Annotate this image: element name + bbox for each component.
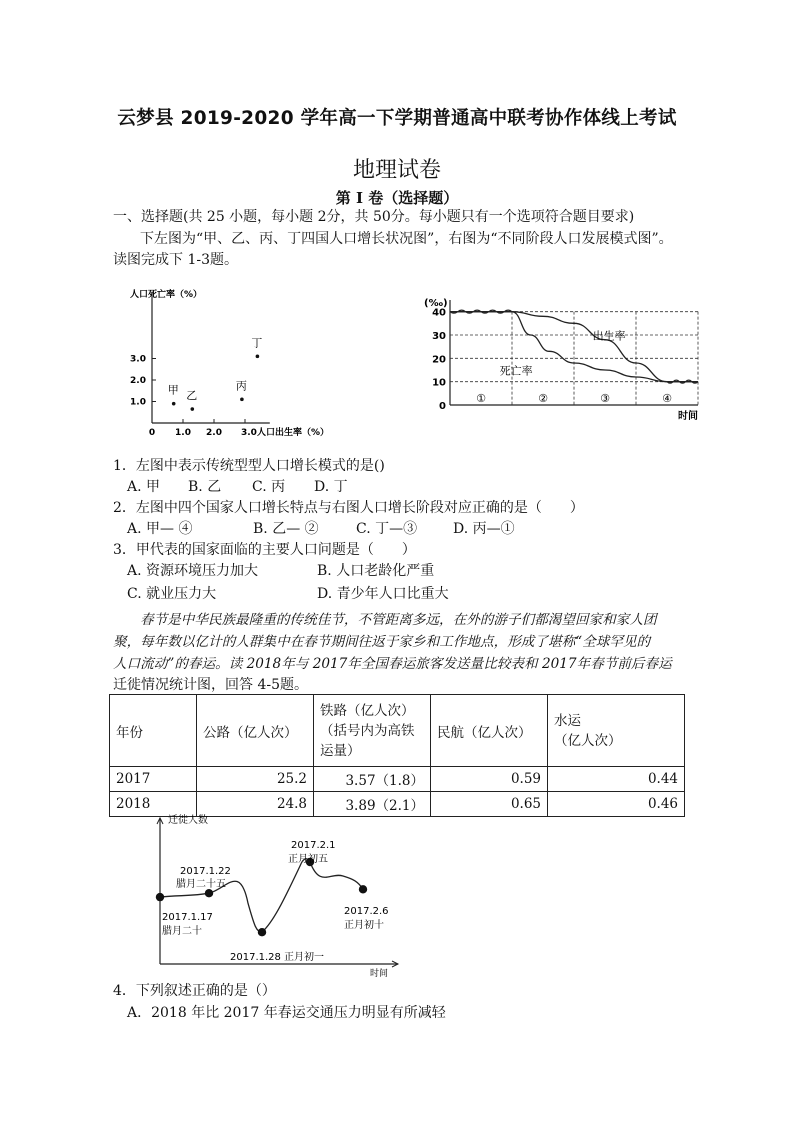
y-axis-unit: (‰) bbox=[424, 298, 448, 309]
y-tick-label: 40 bbox=[432, 307, 446, 319]
q3-option-a: A. 资源环境压力加大 bbox=[127, 563, 259, 579]
x-tick-label: 1.0 bbox=[175, 428, 191, 438]
table-header-cell bbox=[548, 695, 685, 767]
point-date-label: 2017.1.28 bbox=[230, 952, 281, 963]
scatter-point bbox=[172, 402, 176, 406]
point-lunar-label: 正月初五 bbox=[288, 854, 328, 865]
passage-line-3: 人口流动”的春运。读 2018年与 2017年全国春运旅客发送量比较表和 2017年春节前后春运 bbox=[113, 656, 672, 672]
stage-label: ② bbox=[538, 392, 548, 405]
point-lunar-label: 正月初一 bbox=[284, 952, 324, 963]
population-scatter-chart bbox=[112, 283, 352, 443]
rail-header-line: （括号内为高铁 bbox=[320, 722, 415, 739]
migration-point bbox=[359, 885, 367, 893]
table-cell: 3.89（2.1） bbox=[314, 792, 431, 817]
passage-line-4: 迁徙情况统计图，回答 4-5题。 bbox=[113, 677, 308, 693]
scatter-point bbox=[256, 355, 260, 359]
table-header-cell: 公路（亿人次） bbox=[197, 695, 314, 767]
table-cell: 2017 bbox=[110, 767, 197, 792]
stage-label: ④ bbox=[662, 392, 672, 405]
section-heading: 第 I 卷（选择题） bbox=[335, 189, 459, 207]
passage-line-2: 聚，每年数以亿计的人群集中在春节期间往返于家乡和工作地点，形成了堪称“全球罕见的 bbox=[113, 634, 651, 650]
y-tick-label: 0 bbox=[439, 401, 446, 412]
scatter-point-label: 乙 bbox=[186, 389, 198, 403]
migration-point bbox=[205, 889, 213, 897]
table-cell: 24.8 bbox=[197, 792, 314, 817]
intro-line-2: 读图完成下 1-3题。 bbox=[113, 252, 238, 268]
table-cell: 0.65 bbox=[431, 792, 548, 817]
q1-option-a: A. 甲 bbox=[127, 479, 161, 495]
rail-header-line: 运量） bbox=[320, 742, 361, 759]
y-tick-label: 20 bbox=[432, 354, 446, 366]
table-cell: 0.44 bbox=[548, 767, 685, 792]
point-date-label: 2017.2.6 bbox=[344, 906, 389, 917]
table-cell: 0.59 bbox=[431, 767, 548, 792]
scatter-point bbox=[191, 407, 195, 411]
table-header-cell: 年份 bbox=[110, 695, 197, 767]
point-date-label: 2017.1.22 bbox=[180, 866, 231, 877]
q2-option-b: B. 乙— ② bbox=[253, 521, 319, 537]
intro-line-1: 下左图为“甲、乙、丙、丁四国人口增长状况图”，右图为“不同阶段人口发展模式图”。 bbox=[140, 231, 673, 247]
passage-line-1: 春节是中华民族最隆重的传统佳节，不管距离多远，在外的游子们都渴望回家和家人团 bbox=[140, 612, 657, 628]
point-lunar-label: 腊月二十五 bbox=[176, 879, 226, 890]
transport-volume-table bbox=[109, 694, 685, 817]
y-tick-label: 1.0 bbox=[130, 397, 146, 408]
point-lunar-label: 正月初十 bbox=[344, 920, 384, 931]
rail-header-line: 铁路（亿人次） bbox=[320, 702, 415, 719]
y-tick-label: 30 bbox=[432, 331, 446, 342]
q3-option-c: C. 就业压力大 bbox=[127, 586, 217, 602]
table-cell: 0.46 bbox=[548, 792, 685, 817]
migration-point bbox=[156, 893, 164, 901]
x-tick-label: 3.0 bbox=[241, 428, 257, 438]
x-axis-label: 时间 bbox=[678, 411, 698, 422]
y-tick-label: 3.0 bbox=[130, 354, 146, 365]
x-tick-label: 2.0 bbox=[206, 428, 222, 438]
q2-option-c: C. 丁—③ bbox=[356, 521, 418, 537]
x-axis-label: 时间 bbox=[370, 969, 389, 979]
point-lunar-label: 腊月二十 bbox=[162, 926, 202, 937]
table-cell: 25.2 bbox=[197, 767, 314, 792]
table-header-cell: 民航（亿人次） bbox=[431, 695, 548, 767]
q1-option-d: D. 丁 bbox=[314, 479, 348, 495]
x-tick-label: 0 bbox=[148, 428, 156, 438]
q1-option-c: C. 丙 bbox=[252, 479, 286, 495]
exam-title: 云梦县 2019-2020 学年高一下学期普通高中联考协作体线上考试 bbox=[117, 108, 677, 129]
table-header-cell bbox=[314, 695, 431, 767]
point-date-label: 2017.1.17 bbox=[162, 912, 213, 923]
stage-label: ① bbox=[476, 392, 486, 405]
table-header-row bbox=[110, 695, 685, 767]
point-date-label: 2017.2.1 bbox=[291, 840, 336, 851]
q3-option-b: B. 人口老龄化严重 bbox=[317, 563, 435, 579]
scatter-point-label: 丙 bbox=[235, 379, 247, 393]
table-row bbox=[110, 767, 685, 792]
water-header-line: 水运 bbox=[554, 712, 581, 729]
question-3-stem: 3．甲代表的国家面临的主要人口问题是（ ） bbox=[113, 542, 416, 558]
q1-option-b: B. 乙 bbox=[188, 479, 222, 495]
q2-option-d: D. 丙—① bbox=[453, 521, 515, 537]
migration-chart bbox=[148, 812, 408, 980]
question-2-stem: 2．左图中四个国家人口增长特点与右图人口增长阶段对应正确的是（ ） bbox=[113, 500, 584, 516]
y-axis-label: 人口死亡率（%） bbox=[130, 290, 203, 300]
q3-option-d: D. 青少年人口比重大 bbox=[317, 586, 449, 602]
y-tick-label: 10 bbox=[432, 377, 446, 389]
stage-label: ③ bbox=[600, 392, 610, 405]
y-tick-label: 2.0 bbox=[130, 376, 146, 386]
table-cell: 3.57（1.8） bbox=[314, 767, 431, 792]
scatter-point-label: 甲 bbox=[167, 383, 179, 397]
y-axis-label: 迁徙人数 bbox=[168, 815, 208, 826]
q4-option-a: A．2018 年比 2017 年春运交通压力明显有所减轻 bbox=[127, 1005, 446, 1021]
question-4-stem: 4．下列叙述正确的是（） bbox=[113, 983, 276, 999]
q2-option-a: A. 甲— ④ bbox=[127, 521, 193, 537]
migration-point bbox=[258, 928, 266, 936]
series-label-death: 死亡率 bbox=[499, 364, 533, 378]
subject-title: 地理试卷 bbox=[352, 158, 441, 183]
table-cell: 2018 bbox=[110, 792, 197, 817]
scatter-point-label: 丁 bbox=[251, 336, 263, 350]
water-header-line: （亿人次） bbox=[554, 732, 622, 749]
x-axis-label: 人口出生率（%） bbox=[257, 428, 330, 438]
series-label-birth: 出生率 bbox=[592, 329, 626, 343]
population-model-chart bbox=[420, 292, 710, 427]
scatter-point bbox=[240, 398, 244, 402]
instructions: 一、选择题(共 25 小题，每小题 2分，共 50分。每小题只有一个选项符合题目要求) bbox=[113, 209, 635, 225]
question-1-stem: 1．左图中表示传统型型人口增长模式的是() bbox=[113, 458, 385, 474]
